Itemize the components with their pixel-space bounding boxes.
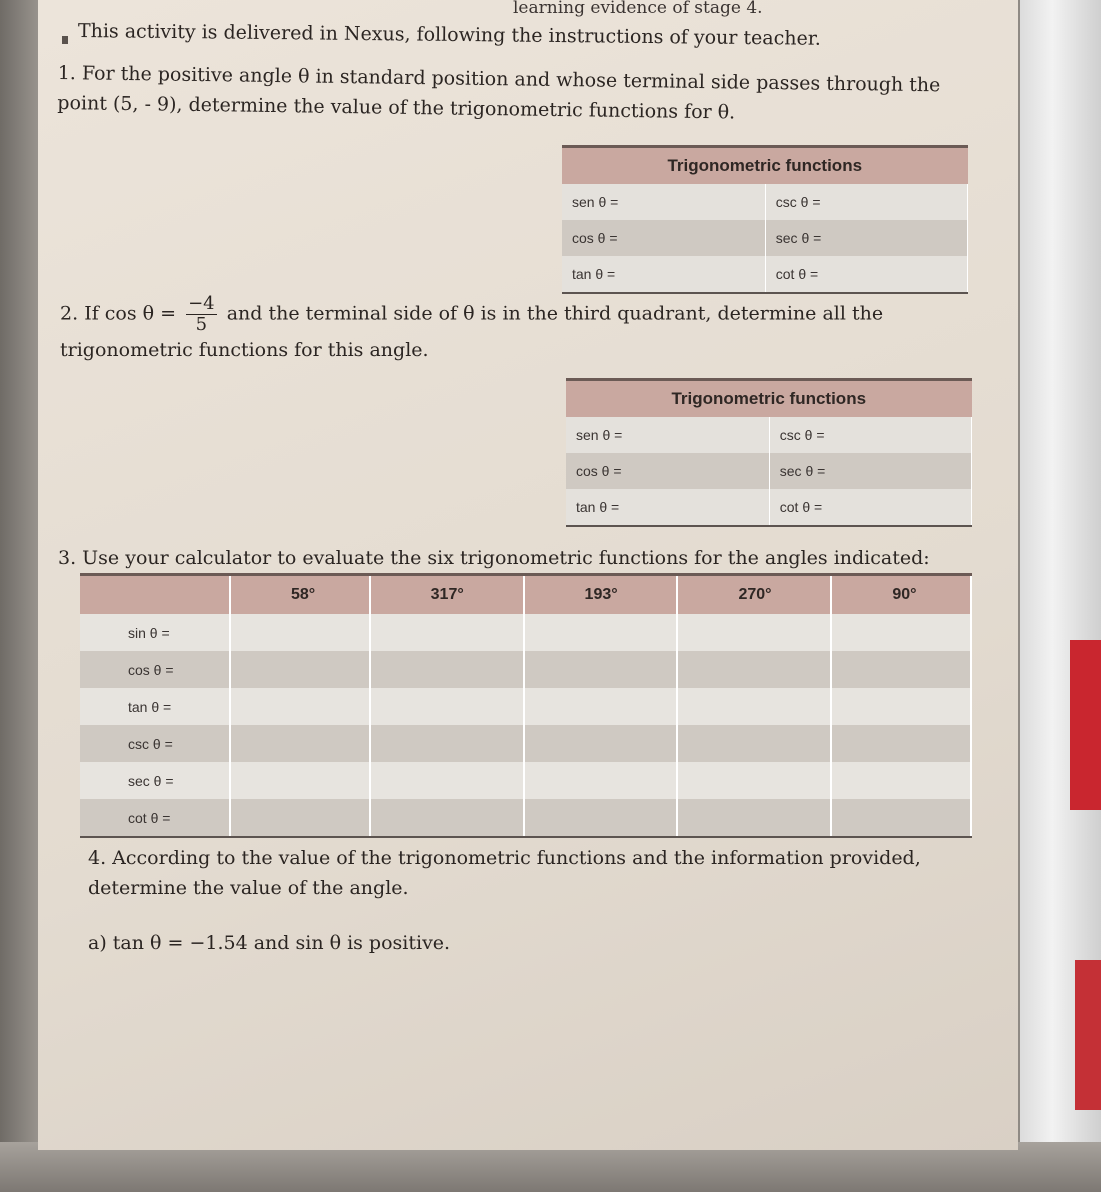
trig-table-1 <box>562 145 968 294</box>
row-label-tan: tan θ = <box>80 688 230 725</box>
question-3: 3. Use your calculator to evaluate the six trigonometric functions for the angles indicated: <box>58 547 930 569</box>
answer-cell[interactable] <box>831 762 971 799</box>
answer-cell[interactable] <box>230 799 370 837</box>
angle-header-317: 317° <box>370 575 524 615</box>
answer-cell[interactable] <box>677 762 831 799</box>
header-fragment: learning evidence of stage 4. <box>513 0 763 18</box>
trig-cell-tan[interactable]: tan θ = <box>562 256 765 293</box>
trig-cell-cot[interactable]: cot θ = <box>765 256 967 293</box>
worksheet-page <box>38 0 1018 1150</box>
answer-cell[interactable] <box>230 762 370 799</box>
answer-cell[interactable] <box>370 614 524 651</box>
answer-cell[interactable] <box>370 799 524 837</box>
row-label-cos: cos θ = <box>80 651 230 688</box>
question-2-prefix: If cos θ = <box>84 302 177 325</box>
answer-cell[interactable] <box>677 725 831 762</box>
fraction-denominator: 5 <box>195 314 208 335</box>
angle-header-193: 193° <box>524 575 678 615</box>
fraction-numerator: −4 <box>188 293 215 314</box>
answer-cell[interactable] <box>677 651 831 688</box>
answer-cell[interactable] <box>677 688 831 725</box>
question-1-number: 1. <box>57 61 77 85</box>
red-folder-tab-lower <box>1075 960 1101 1110</box>
answer-cell[interactable] <box>524 799 678 837</box>
calculator-table <box>80 573 972 838</box>
background-left <box>0 0 40 1192</box>
row-label-cot: cot θ = <box>80 799 230 837</box>
row-label-sin: sin θ = <box>80 614 230 651</box>
row-label-sec: sec θ = <box>80 762 230 799</box>
trig-cell-cot[interactable]: cot θ = <box>769 489 971 526</box>
trig-cell-tan[interactable]: tan θ = <box>566 489 769 526</box>
intro-text: This activity is delivered in Nexus, following the instructions of your teacher. <box>77 20 821 50</box>
answer-cell[interactable] <box>831 799 971 837</box>
fraction <box>186 294 217 335</box>
question-2 <box>60 294 960 365</box>
answer-cell[interactable] <box>831 688 971 725</box>
answer-cell[interactable] <box>831 614 971 651</box>
answer-cell[interactable] <box>370 762 524 799</box>
answer-cell[interactable] <box>677 614 831 651</box>
answer-cell[interactable] <box>524 688 678 725</box>
question-2-text: and the terminal side of θ is in the third quadrant, determine all the trigonometric functions for this angle. <box>60 302 884 361</box>
angle-header-58: 58° <box>230 575 370 615</box>
answer-cell[interactable] <box>370 725 524 762</box>
trig-cell-sec[interactable]: sec θ = <box>769 453 971 489</box>
trig-cell-csc[interactable]: csc θ = <box>769 417 971 453</box>
trig-cell-csc[interactable]: csc θ = <box>765 184 967 220</box>
trig-cell-cos[interactable]: cos θ = <box>562 220 765 256</box>
angle-header-90: 90° <box>831 575 971 615</box>
trig-cell-sec[interactable]: sec θ = <box>765 220 967 256</box>
answer-cell[interactable] <box>524 762 678 799</box>
bullet-icon <box>62 36 68 44</box>
answer-cell[interactable] <box>230 614 370 651</box>
question-2-number: 2. <box>60 302 79 325</box>
question-4a: a) tan θ = −1.54 and sin θ is positive. <box>88 932 451 954</box>
red-folder-tab <box>1070 640 1101 810</box>
answer-cell[interactable] <box>230 651 370 688</box>
trig-cell-cos[interactable]: cos θ = <box>566 453 769 489</box>
calculator-table-corner <box>80 575 230 615</box>
answer-cell[interactable] <box>230 725 370 762</box>
answer-cell[interactable] <box>677 799 831 837</box>
answer-cell[interactable] <box>370 688 524 725</box>
trig-table-2 <box>566 378 972 527</box>
answer-cell[interactable] <box>524 651 678 688</box>
trig-cell-sen[interactable]: sen θ = <box>566 417 769 453</box>
trig-table-2-title: Trigonometric functions <box>566 380 972 418</box>
answer-cell[interactable] <box>524 725 678 762</box>
trig-cell-sen[interactable]: sen θ = <box>562 184 765 220</box>
question-4: 4. According to the value of the trigonometric functions and the information provided, determine the value of the angle. <box>88 847 921 899</box>
answer-cell[interactable] <box>230 688 370 725</box>
trig-table-1-title: Trigonometric functions <box>562 147 968 185</box>
row-label-csc: csc θ = <box>80 725 230 762</box>
question-1 <box>57 58 958 131</box>
question-1-text: For the positive angle θ in standard position and whose terminal side passes through the point (5, - 9), determine the value of the trigonometric functions for θ. <box>57 62 941 124</box>
angle-header-270: 270° <box>677 575 831 615</box>
answer-cell[interactable] <box>831 725 971 762</box>
answer-cell[interactable] <box>370 651 524 688</box>
answer-cell[interactable] <box>831 651 971 688</box>
answer-cell[interactable] <box>524 614 678 651</box>
